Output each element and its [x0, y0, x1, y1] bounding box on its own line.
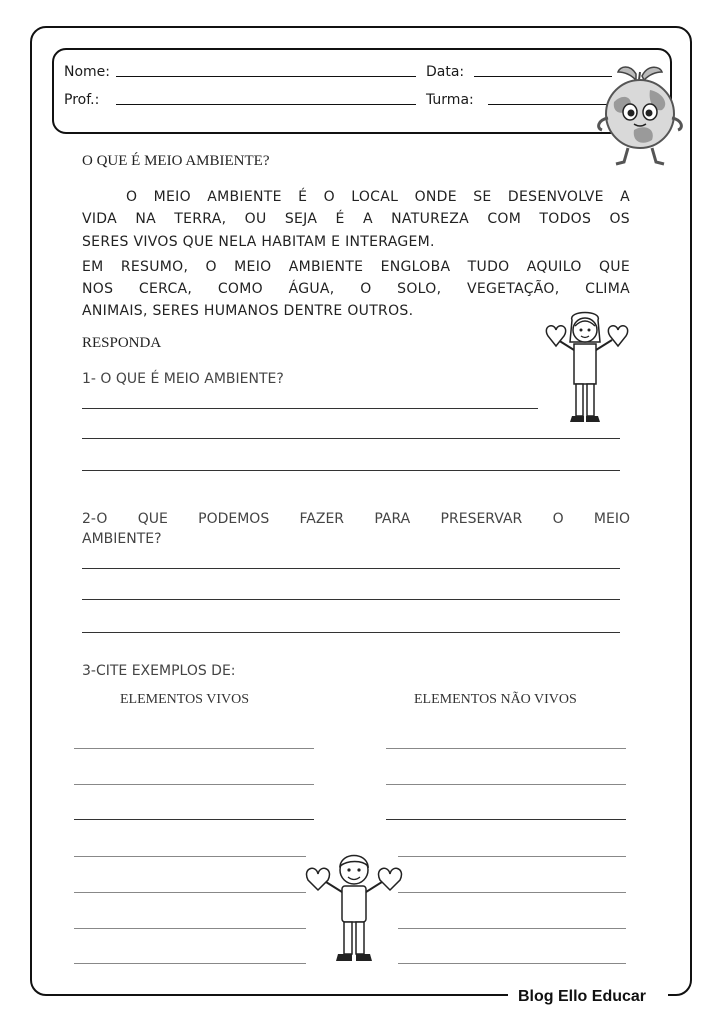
paragraph-line-4: EM RESUMO, O MEIO AMBIENTE ENGLOBA TUDO AQUILO QUE [82, 259, 630, 275]
nao-vivos-line-7[interactable] [398, 963, 626, 964]
vivos-line-7[interactable] [74, 963, 306, 964]
nome-label: Nome: [64, 64, 111, 80]
nao-vivos-line-5[interactable] [398, 892, 626, 893]
column-header-nao-vivos: ELEMENTOS NÃO VIVOS [414, 692, 577, 707]
nome-line[interactable] [116, 76, 416, 77]
girl-holding-hearts-illustration [538, 306, 632, 426]
footer-credit: Blog Ello Educar [518, 988, 647, 1005]
answer-line-2b[interactable] [82, 599, 620, 600]
data-field[interactable] [426, 64, 464, 80]
vivos-line-3[interactable] [74, 819, 314, 820]
paragraph-line-5: NOS CERCA, COMO ÁGUA, O SOLO, VEGETAÇÃO, CLIMA [82, 281, 630, 297]
nao-vivos-line-3[interactable] [386, 819, 626, 820]
vivos-line-6[interactable] [74, 928, 306, 929]
question-1: 1- O QUE É MEIO AMBIENTE? [82, 371, 284, 387]
data-label: Data: [426, 64, 465, 80]
nao-vivos-line-2[interactable] [386, 784, 626, 785]
header-box [52, 48, 672, 134]
responda-heading: RESPONDA [82, 335, 162, 351]
earth-mascot-icon [590, 62, 690, 172]
answer-line-2a[interactable] [82, 568, 620, 569]
nome-field[interactable] [64, 64, 110, 80]
nao-vivos-line-1[interactable] [386, 748, 626, 749]
prof-label: Prof.: [64, 92, 100, 108]
paragraph-line-1: O MEIO AMBIENTE É O LOCAL ONDE SE DESENVOLVE A [126, 189, 630, 205]
prof-line[interactable] [116, 104, 416, 105]
paragraph-line-6: ANIMAIS, SERES HUMANOS DENTRE OUTROS. [82, 303, 414, 319]
boy-holding-hearts-illustration [304, 848, 404, 968]
vivos-line-2[interactable] [74, 784, 314, 785]
question-2-line-2: AMBIENTE? [82, 531, 162, 547]
answer-line-1b[interactable] [82, 438, 620, 439]
turma-label: Turma: [426, 92, 474, 108]
page-title: O QUE É MEIO AMBIENTE? [82, 153, 270, 169]
vivos-line-4[interactable] [74, 856, 306, 857]
question-3: 3-CITE EXEMPLOS DE: [82, 663, 236, 679]
answer-line-2c[interactable] [82, 632, 620, 633]
paragraph-line-3: SERES VIVOS QUE NELA HABITAM E INTERAGEM. [82, 234, 435, 250]
vivos-line-1[interactable] [74, 748, 314, 749]
column-header-vivos: ELEMENTOS VIVOS [120, 692, 249, 707]
question-2-line-1: 2-O QUE PODEMOS FAZER PARA PRESERVAR O MEIO [82, 511, 630, 527]
nao-vivos-line-6[interactable] [398, 928, 626, 929]
answer-line-1c[interactable] [82, 470, 620, 471]
prof-field[interactable] [64, 92, 99, 108]
turma-field[interactable] [426, 92, 474, 108]
vivos-line-5[interactable] [74, 892, 306, 893]
nao-vivos-line-4[interactable] [398, 856, 626, 857]
answer-line-1a[interactable] [82, 408, 538, 409]
paragraph-line-2: VIDA NA TERRA, OU SEJA É A NATUREZA COM TODOS OS [82, 211, 630, 227]
